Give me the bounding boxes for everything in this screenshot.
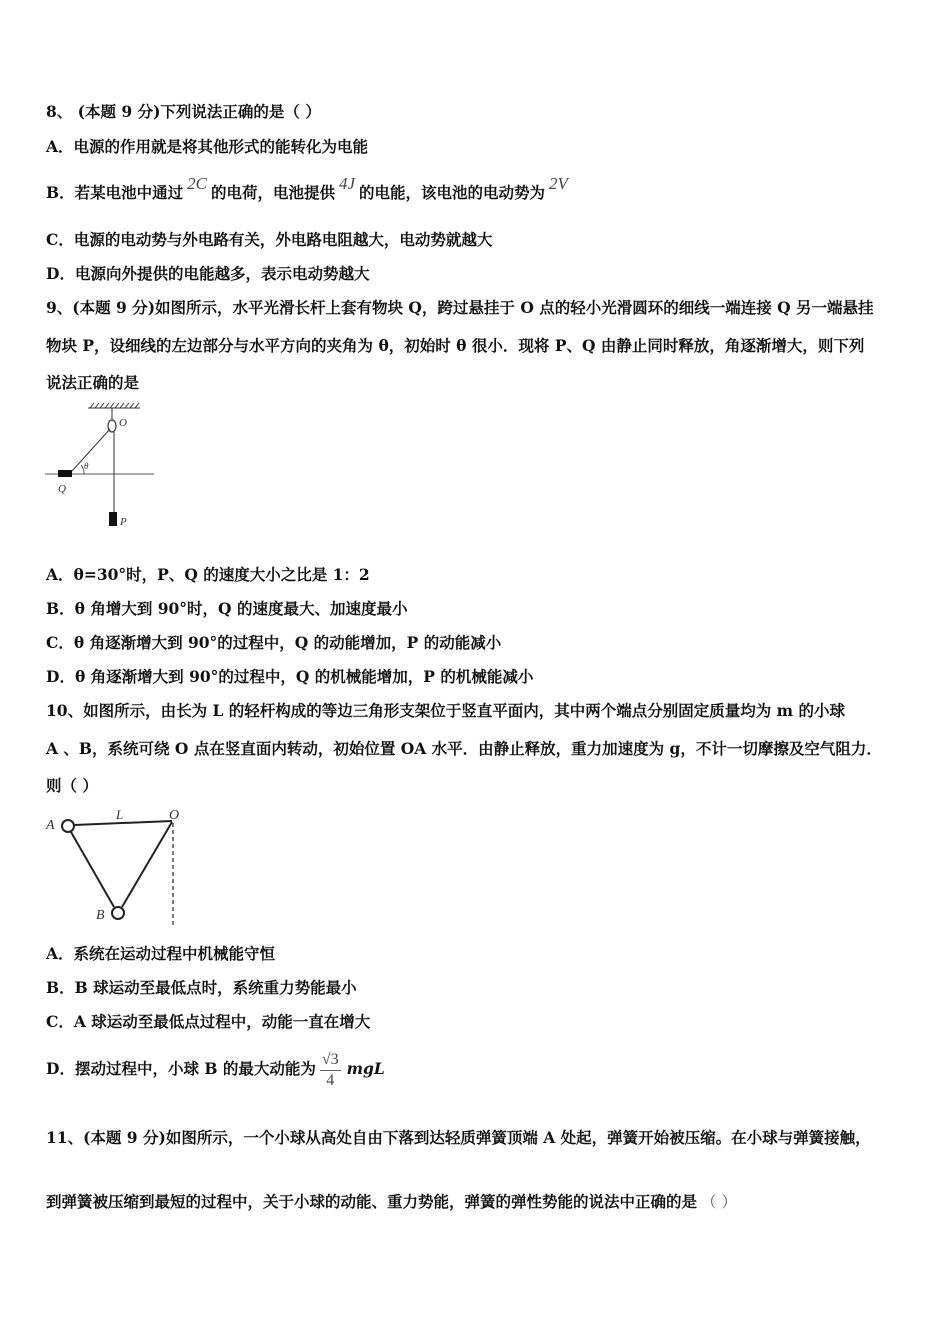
q10-stem-line-2: A 、B，系统可绕 O 点在竖直面内转动，初始位置 OA 水平．由静止释放，重力加速度为 g，不计一切摩擦及空气阻力． [46, 739, 882, 758]
q10-option-a: A．系统在运动过程中机械能守恒 [46, 944, 276, 963]
q9-stem-line-2: 物块 P，设细线的左边部分与水平方向的夹角为 θ，初始时 θ 很小．现将 P、Q 由静止同时释放，角逐渐增大，则下列 [46, 336, 865, 355]
q9-figure [40, 398, 165, 538]
fraction-numerator: √3 [320, 1050, 341, 1071]
q8-b-text-1: B．若某电池中通过 [46, 183, 184, 202]
label-o: O [119, 417, 127, 429]
q8-b-text-2: 的电荷，电池提供 [210, 183, 335, 202]
q8-b-math-emf: 2V [549, 174, 568, 193]
q8-option-c: C．电源的电动势与外电路有关，外电路电阻越大，电动势就越大 [46, 230, 493, 249]
ball-b [112, 907, 124, 919]
string-to-q [72, 429, 110, 471]
q9-option-b: B．θ 角增大到 90°时，Q 的速度最大、加速度最小 [46, 599, 408, 618]
ball-a [62, 820, 74, 832]
q8-option-b [46, 174, 572, 203]
q10-stem-line-1: 10、如图所示，由长为 L 的轻杆构成的等边三角形支架位于竖直平面内，其中两个端点分别固定质量均为 m 的小球 [46, 701, 845, 720]
block-p [109, 512, 117, 526]
q11-stem-text: 到弹簧被压缩到最短的过程中，关于小球的动能、重力势能，弹簧的弹性势能的说法中正确的是 [46, 1192, 698, 1211]
ceiling-hatching [88, 403, 140, 408]
q10-d-text: D．摆动过程中，小球 B 的最大动能为 [46, 1059, 316, 1078]
q8-b-math-charge: 2C [187, 174, 207, 193]
label-p: P [120, 516, 127, 528]
q9-option-a: A．θ=30°时，P、Q 的速度大小之比是 1：2 [46, 565, 370, 584]
label-o: O [169, 808, 180, 823]
rod-ob [122, 822, 172, 907]
fraction-denominator: 4 [326, 1071, 335, 1089]
label-l: L [116, 807, 124, 822]
q8-b-text-3: 的电能，该电池的电动势为 [359, 183, 546, 202]
answer-blank: （ ） [701, 1193, 737, 1211]
q10-figure [40, 803, 190, 931]
label-theta: θ [84, 461, 89, 471]
block-q [58, 470, 72, 477]
q8-stem: 8、 (本题 9 分)下列说法正确的是（ ） [46, 102, 321, 121]
q8-option-a: A．电源的作用就是将其他形式的能转化为电能 [46, 137, 369, 156]
label-q: Q [58, 483, 66, 495]
q9-option-d: D．θ 角逐渐增大到 90°的过程中，Q 的机械能增加，P 的机械能减小 [46, 667, 534, 686]
q10-d-fraction [320, 1050, 341, 1091]
q8-b-math-energy: 4J [338, 174, 356, 193]
q9-stem-line-3: 说法正确的是 [46, 373, 140, 392]
q10-option-b: B．B 球运动至最低点时，系统重力势能最小 [46, 978, 357, 997]
q10-option-d [46, 1047, 385, 1091]
rod-ab [71, 832, 114, 907]
q11-stem-line-1: 11、(本题 9 分)如图所示，一个小球从高处自由下落到达轻质弹簧顶端 A 处起，弹簧开始被压缩。在小球与弹簧接触， [46, 1128, 871, 1147]
q9-option-c: C．θ 角逐渐增大到 90°的过程中，Q 的动能增加，P 的动能减小 [46, 633, 502, 652]
q10-option-c: C．A 球运动至最低点过程中，动能一直在增大 [46, 1012, 371, 1031]
label-b: B [96, 908, 105, 923]
q10-d-mgl: mgL [346, 1059, 385, 1078]
q9-stem-line-1: 9、(本题 9 分)如图所示，水平光滑长杆上套有物块 Q，跨过悬挂于 O 点的轻小光滑圆环的细线一端连接 Q 另一端悬挂 [46, 298, 874, 317]
q10-stem-line-3: 则（ ） [46, 776, 98, 795]
label-a: A [46, 818, 55, 833]
q8-option-d: D．电源向外提供的电能越多，表示电动势越大 [46, 264, 370, 283]
q11-stem-line-2 [46, 1192, 737, 1212]
